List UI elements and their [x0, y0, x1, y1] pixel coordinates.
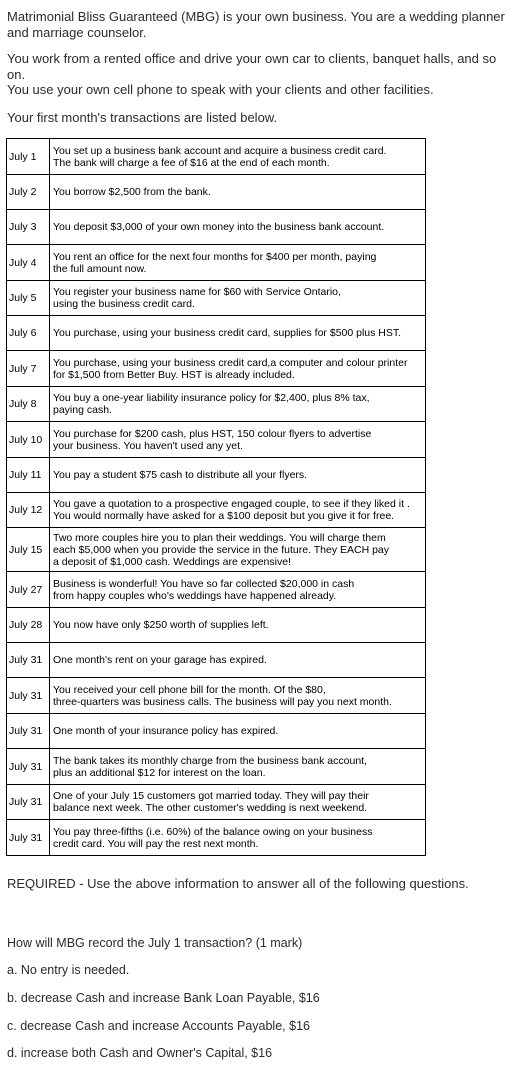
table-row [7, 493, 426, 528]
transaction-description [50, 528, 426, 572]
table-row [7, 387, 426, 422]
transaction-description [50, 820, 426, 856]
transaction-line: You purchase for $200 cash, plus HST, 150 colour flyers to advertise [53, 427, 372, 440]
transaction-line: paying cash. [53, 404, 112, 416]
transaction-date: July 6 [7, 316, 50, 351]
transaction-date: July 7 [7, 351, 50, 387]
table-row [7, 528, 426, 572]
transaction-description [50, 572, 426, 608]
transaction-line: using the business credit card. [53, 298, 195, 310]
intro-paragraph-2: You work from a rented office and drive your own car to clients, banquet halls, and so on. [7, 51, 497, 82]
transaction-description [50, 281, 426, 316]
transaction-line: One month's rent on your garage has expired. [53, 654, 267, 666]
transaction-date: July 28 [7, 608, 50, 643]
table-row [7, 139, 426, 175]
transaction-line: You purchase, using your business credit card,a computer and colour printer [53, 356, 408, 369]
transaction-line: balance next week. The other customer's wedding is next weekend. [53, 802, 368, 814]
table-row [7, 714, 426, 749]
transaction-description [50, 608, 426, 643]
table-row [7, 643, 426, 678]
transaction-line: The bank will charge a fee of $16 at the end of each month. [53, 156, 330, 169]
transaction-date: July 31 [7, 714, 50, 749]
intro-paragraph-3: You use your own cell phone to speak with your clients and other facilities. [7, 82, 434, 97]
table-row [7, 820, 426, 856]
transaction-description [50, 785, 426, 820]
transaction-line: The bank takes its monthly charge from the business bank account, [53, 754, 368, 767]
transaction-line: You purchase, using your business credit card, supplies for $500 plus HST. [53, 327, 402, 339]
transaction-line: You received your cell phone bill for the month. Of the $80, [53, 683, 326, 696]
table-row [7, 245, 426, 281]
transaction-line: You register your business name for $60 with Service Ontario, [53, 286, 341, 298]
transaction-line: each $5,000 when you provide the service in the future. They EACH pay [53, 543, 390, 556]
transaction-date: July 5 [7, 281, 50, 316]
table-row [7, 572, 426, 608]
transaction-description [50, 643, 426, 678]
table-row [7, 422, 426, 458]
table-row [7, 678, 426, 714]
required-instruction: REQUIRED - Use the above information to answer all of the following questions. [7, 876, 469, 891]
transaction-line: You gave a quotation to a prospective engaged couple, to see if they liked it . [53, 498, 410, 510]
transaction-description [50, 458, 426, 493]
transaction-description [50, 351, 426, 387]
transaction-line: three-quarters was business calls. The business will pay you next month. [53, 695, 392, 708]
table-row [7, 210, 426, 245]
transaction-line: from happy couples who's weddings have happened already. [53, 589, 337, 602]
transaction-line: You set up a business bank account and acquire a business credit card. [53, 144, 387, 157]
transaction-line: Two more couples hire you to plan their weddings. You will charge them [53, 531, 386, 544]
transaction-line: a deposit of $1,000 cash. Weddings are expensive! [53, 555, 291, 568]
transaction-description [50, 749, 426, 785]
transaction-date: July 31 [7, 678, 50, 714]
answer-option-c[interactable]: c. decrease Cash and increase Accounts Payable, $16 [7, 1019, 310, 1033]
table-row [7, 351, 426, 387]
transaction-line: You pay three-fifths (i.e. 60%) of the balance owing on your business [53, 825, 373, 838]
transaction-line: credit card. You will pay the rest next month. [53, 837, 259, 850]
transaction-line: One of your July 15 customers got married today. They will pay their [53, 790, 369, 802]
table-row [7, 316, 426, 351]
transaction-line: You borrow $2,500 from the bank. [53, 186, 211, 198]
transaction-date: July 31 [7, 643, 50, 678]
transaction-line: your business. You haven't used any yet. [53, 439, 243, 452]
transaction-date: July 31 [7, 820, 50, 856]
transaction-line: the full amount now. [53, 262, 147, 275]
table-row [7, 458, 426, 493]
answer-option-a[interactable]: a. No entry is needed. [7, 963, 130, 977]
transaction-line: You buy a one-year liability insurance policy for $2,400, plus 8% tax, [53, 392, 370, 404]
answer-option-d[interactable]: d. increase both Cash and Owner's Capital, $16 [7, 1046, 273, 1060]
transaction-line: One month of your insurance policy has expired. [53, 725, 279, 737]
transaction-line: You rent an office for the next four months for $400 per month, paying [53, 250, 377, 263]
table-row [7, 608, 426, 643]
transaction-description [50, 210, 426, 245]
transaction-line: You would normally have asked for a $100 deposit but you give it for free. [53, 510, 395, 522]
transaction-description [50, 175, 426, 210]
transaction-date: July 3 [7, 210, 50, 245]
table-row [7, 749, 426, 785]
transaction-line: plus an additional $12 for interest on the loan. [53, 766, 266, 779]
transaction-date: July 31 [7, 749, 50, 785]
transaction-date: July 8 [7, 387, 50, 422]
intro-paragraph-1: Matrimonial Bliss Guaranteed (MBG) is your own business. You are a wedding planner and marriage counselor. [7, 9, 505, 40]
transaction-line: You now have only $250 worth of supplies left. [53, 619, 269, 631]
intro-paragraph-4: Your first month's transactions are listed below. [7, 110, 278, 125]
transaction-line: for $1,500 from Better Buy. HST is already included. [53, 368, 295, 381]
transaction-date: July 1 [7, 139, 50, 175]
transaction-description [50, 678, 426, 714]
transaction-line: Business is wonderful! You have so far collected $20,000 in cash [53, 577, 355, 590]
transaction-description [50, 422, 426, 458]
question-text: How will MBG record the July 1 transaction? (1 mark) [7, 936, 303, 950]
table-row [7, 175, 426, 210]
transaction-date: July 31 [7, 785, 50, 820]
transaction-description [50, 387, 426, 422]
table-row [7, 785, 426, 820]
transaction-description [50, 139, 426, 175]
transaction-description [50, 316, 426, 351]
table-row [7, 281, 426, 316]
transaction-description [50, 493, 426, 528]
answer-option-b[interactable]: b. decrease Cash and increase Bank Loan Payable, $16 [7, 991, 320, 1005]
transaction-date: July 2 [7, 175, 50, 210]
transaction-date: July 11 [7, 458, 50, 493]
transaction-date: July 27 [7, 572, 50, 608]
transaction-date: July 10 [7, 422, 50, 458]
transaction-line: You pay a student $75 cash to distribute all your flyers. [53, 469, 308, 481]
transaction-date: July 15 [7, 528, 50, 572]
transaction-description [50, 714, 426, 749]
transaction-line: You deposit $3,000 of your own money into the business bank account. [53, 221, 385, 233]
transaction-date: July 12 [7, 493, 50, 528]
transactions-table [6, 138, 426, 856]
transaction-description [50, 245, 426, 281]
transaction-date: July 4 [7, 245, 50, 281]
